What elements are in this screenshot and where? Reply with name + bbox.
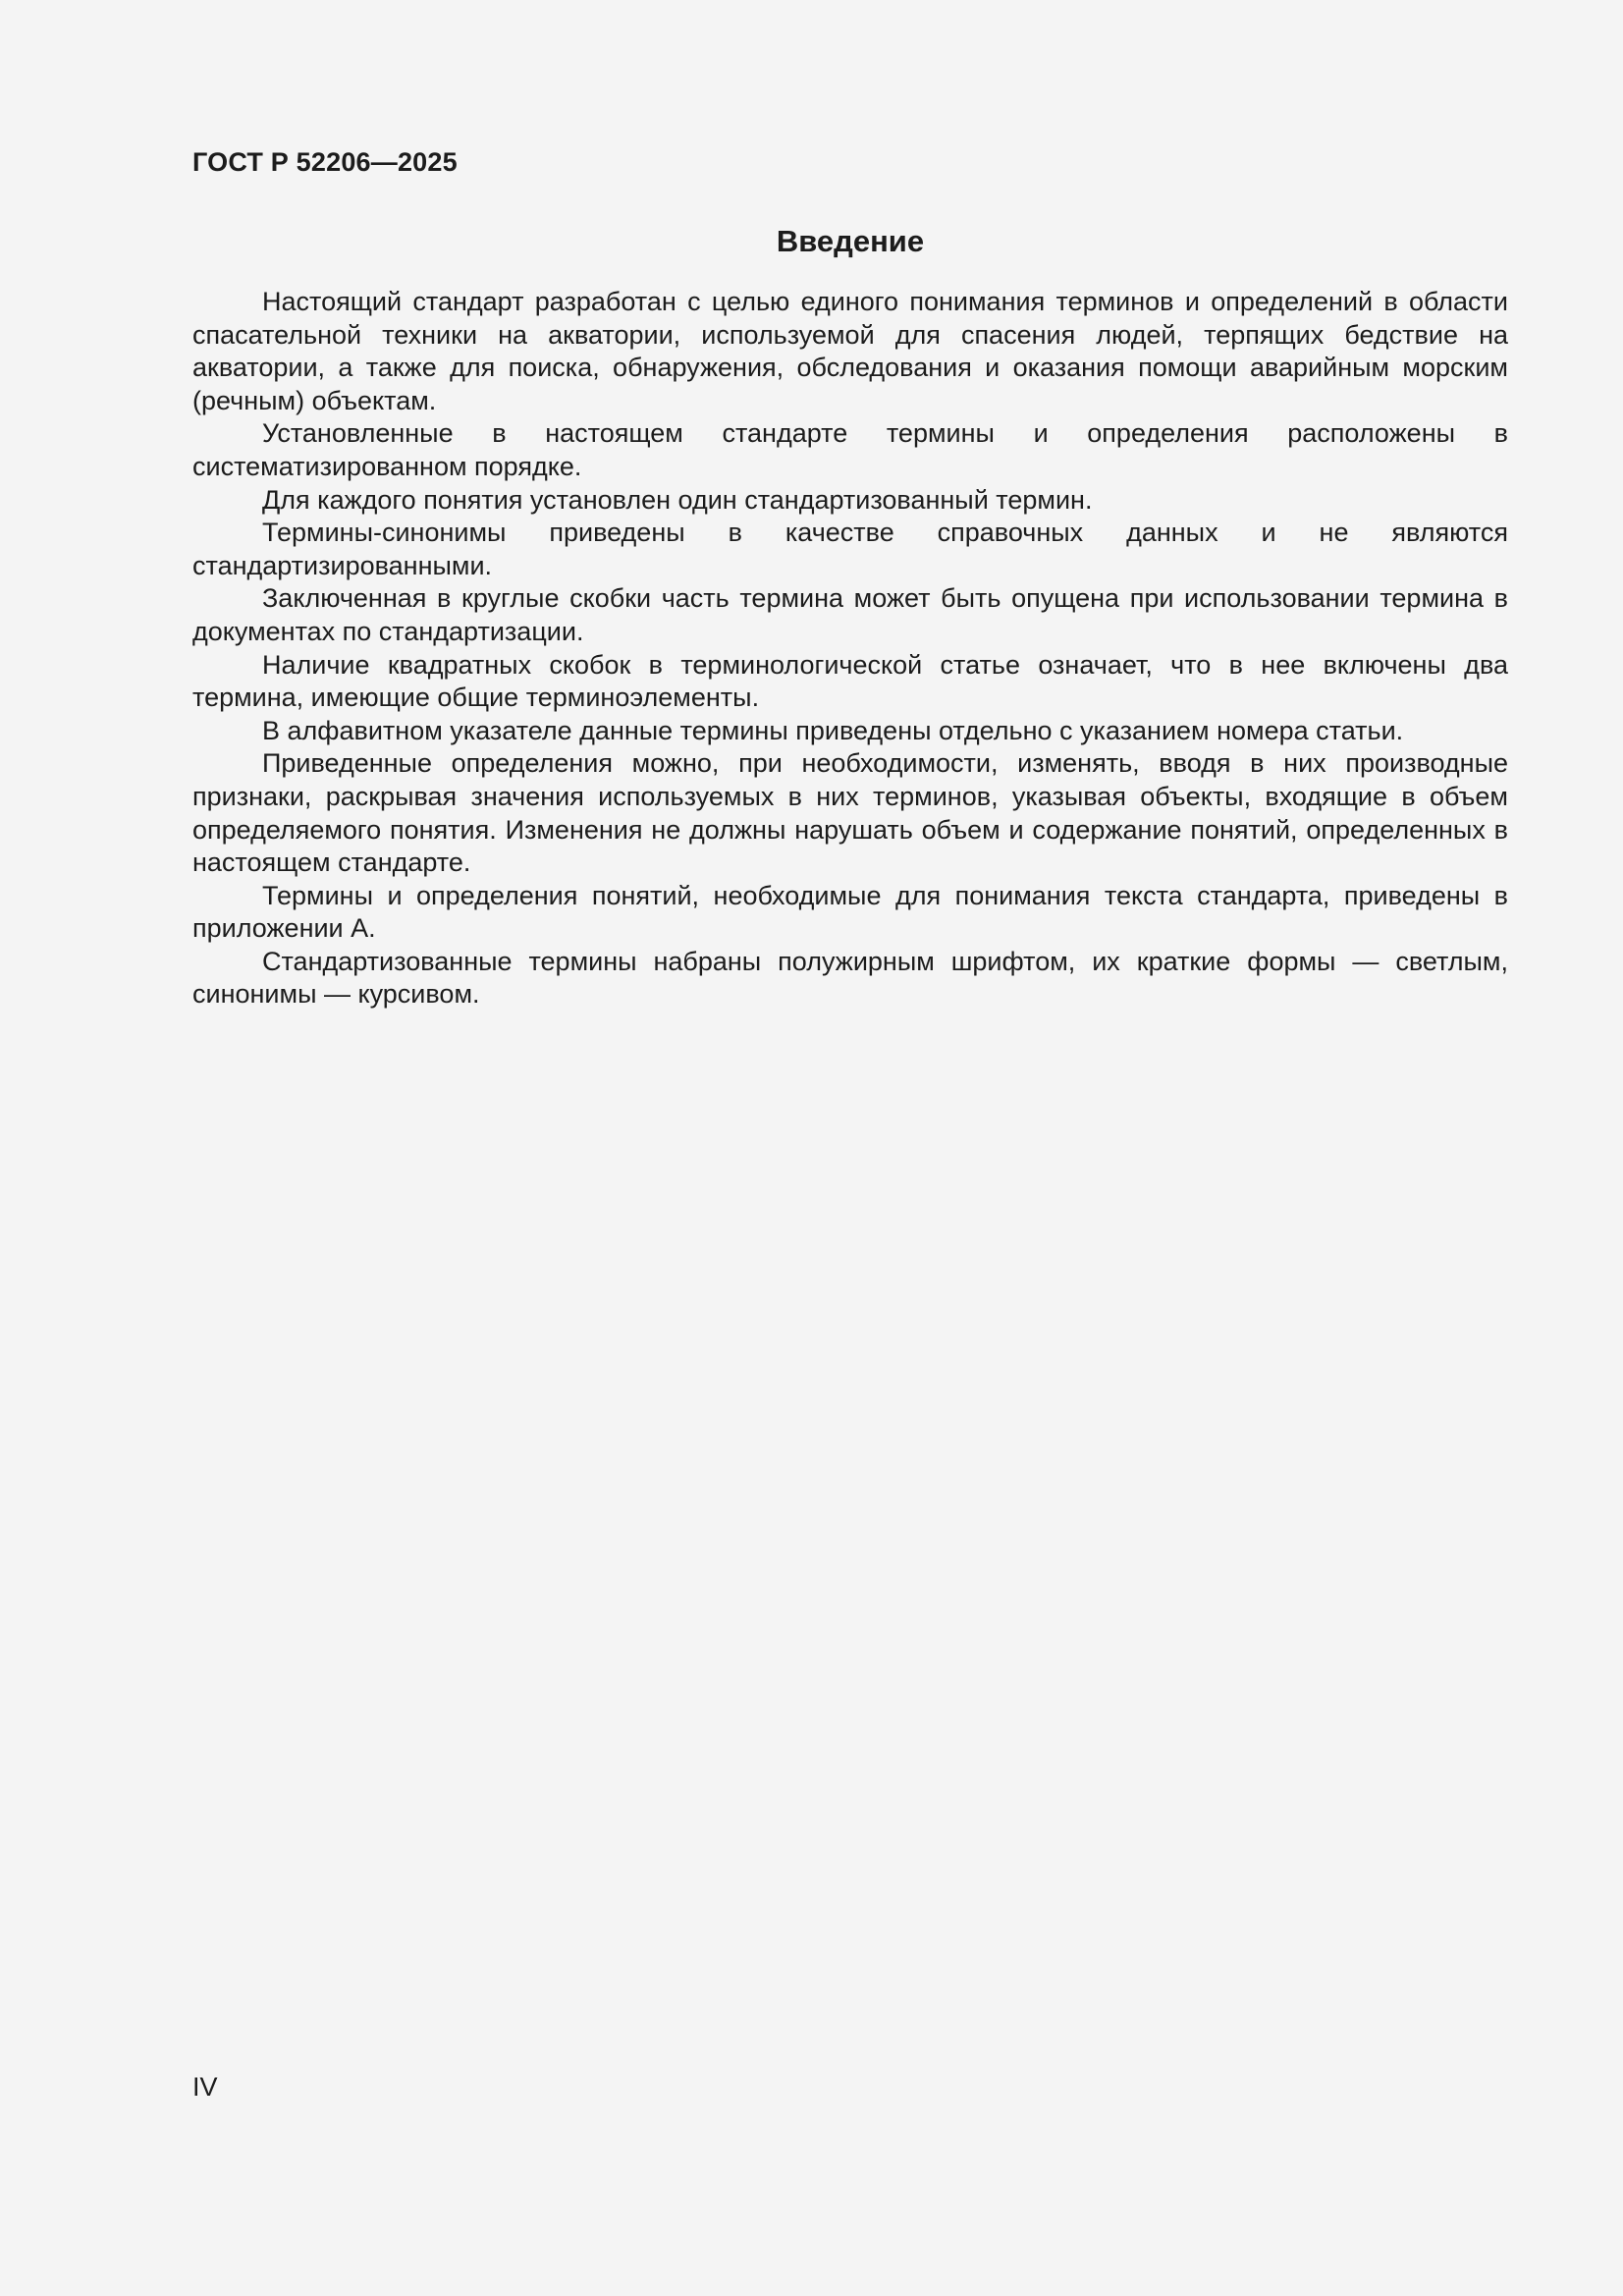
paragraph: Заключенная в круглые скобки часть термина может быть опущена при использовании термина в документах по стандартизации. [192,583,1508,646]
paragraph: Термины и определения понятий, необходимые для понимания текста стандарта, приведены в приложении А. [192,880,1508,944]
paragraph: Наличие квадратных скобок в терминологической статье означает, что в нее включены два термина, имеющие общие терминоэлементы. [192,649,1508,713]
document-code: ГОСТ Р 52206—2025 [192,147,458,177]
section-title: Введение [776,224,925,258]
paragraph: Для каждого понятия установлен один стандартизованный термин. [262,484,1093,515]
page-number: IV [192,2072,218,2102]
paragraph: Термины-синонимы приведены в качестве справочных данных и не являются стандартизированными. [192,518,1508,580]
paragraph: Приведенные определения можно, при необходимости, изменять, вводя в них производные признаки, раскрывая значения используемых в них терминов, указывая объекты, входящие в объем определяемого понятия. Изменения не должны нарушать объем и содержание понятий, определенных в настоящем стандарте. [192,748,1508,878]
paragraph: В алфавитном указателе данные термины приведены отдельно с указанием номера статьи. [262,715,1404,745]
section-body [192,286,1508,1011]
paragraph: Установленные в настоящем стандарте термины и определения расположены в систематизированном порядке. [192,418,1508,481]
paragraph: Настоящий стандарт разработан с целью единого понимания терминов и определений в области спасательной техники на акватории, используемой для спасения людей, терпящих бедствие на акватории, а также для поиска, обнаружения, обследования и оказания помощи аварийным морским (речным) объектам. [192,287,1508,415]
paragraph: Стандартизованные термины набраны полужирным шрифтом, их краткие формы — светлым, синонимы — курсивом. [192,946,1508,1010]
